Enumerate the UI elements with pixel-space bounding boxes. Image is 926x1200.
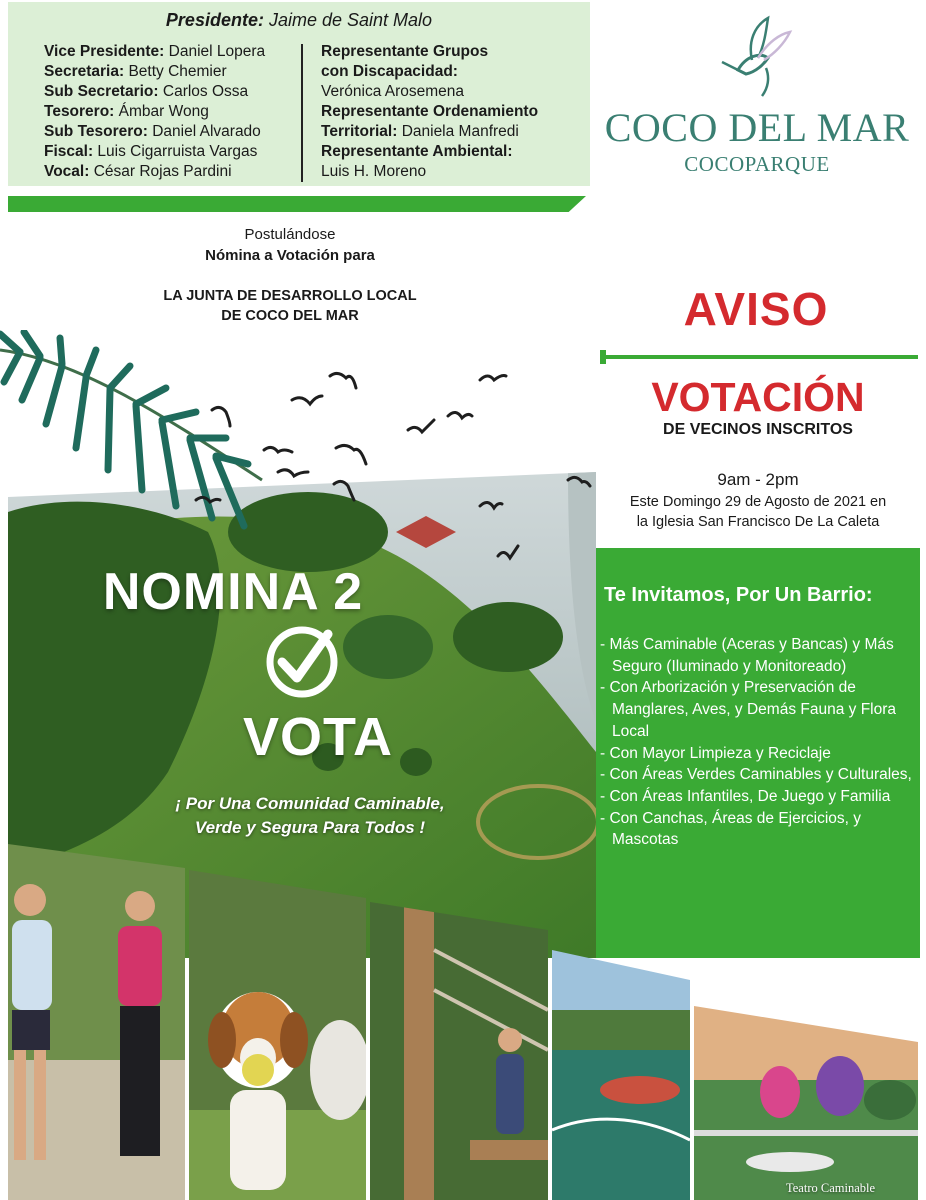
logo-subtitle: COCOPARQUE <box>684 152 830 176</box>
president-name: Jaime de Saint Malo <box>268 10 433 30</box>
list-item: - Con Mayor Limpieza y Reciclaje <box>600 744 831 762</box>
vecinos-subheading: DE VECINOS INSCRITOS <box>663 421 853 438</box>
invite-list <box>600 634 916 851</box>
board-member: Fiscal: Luis Cigarruista Vargas <box>44 143 258 160</box>
list-item: - Con Canchas, Áreas de Ejercicios, y Mascotas <box>600 809 862 849</box>
board-member: Tesorero: Ámbar Wong <box>44 103 209 120</box>
checkmark-icon <box>264 624 340 700</box>
voting-hours: 9am - 2pm <box>717 470 799 489</box>
representative-role: Representante Grupos <box>321 43 489 60</box>
teatro-caption: Teatro Caminable <box>786 1181 876 1195</box>
board-left-column <box>44 42 304 182</box>
voting-date-place: Este Domingo 29 de Agosto de 2021 en la Iglesia San Francisco De La Caleta <box>629 494 887 530</box>
representative-role: Representante Ordenamiento <box>321 103 539 120</box>
intro-nomina-para: Nómina a Votación para <box>205 247 375 264</box>
green-divider-bar <box>8 196 586 212</box>
president-label: Presidente: <box>165 10 264 30</box>
representative-role: con Discapacidad: <box>321 63 458 80</box>
vota-title: VOTA <box>243 707 393 767</box>
intro-postulando: Postulándose <box>244 226 336 243</box>
aviso-divider <box>602 355 918 359</box>
votacion-heading: VOTACIÓN <box>651 374 865 420</box>
board-panel <box>8 2 590 186</box>
birds-flock-icon <box>180 360 600 590</box>
intro-junta: LA JUNTA DE DESARROLLO LOCAL DE COCO DEL MAR <box>163 288 417 324</box>
slogan: ¡ Por Una Comunidad Caminable, Verde y Segura Para Todos ! <box>175 794 445 837</box>
playground-photo <box>365 830 555 1200</box>
nomina-title: NOMINA 2 <box>102 563 364 621</box>
board-member: Vocal: César Rojas Pardini <box>44 163 232 180</box>
board-member: Sub Tesorero: Daniel Alvarado <box>44 123 261 140</box>
representative-role: Representante Ambiental: <box>321 143 513 160</box>
aviso-heading: AVISO <box>683 283 829 335</box>
board-member: Sub Secretario: Carlos Ossa <box>44 83 249 100</box>
runners-photo <box>0 830 190 1200</box>
president-line <box>8 10 590 31</box>
list-item: - Con Arborización y Preservación de Manglares, Aves, y Demás Fauna y Flora Local <box>600 679 897 740</box>
board-member: Vice Presidente: Daniel Lopera <box>44 43 266 60</box>
hummingbird-icon <box>708 12 798 102</box>
invite-title: Te Invitamos, Por Un Barrio: <box>604 584 873 606</box>
teatro-photo <box>690 1000 926 1200</box>
representative-line: Territorial: Daniela Manfredi <box>321 123 519 140</box>
board-right-column <box>321 42 591 182</box>
list-item: - Más Caminable (Aceras y Bancas) y Más Seguro (Iluminado y Monitoreado) <box>600 636 894 675</box>
representative-name: Luis H. Moreno <box>321 163 427 180</box>
logo-name: COCO DEL MAR <box>604 105 910 150</box>
representative-name: Verónica Arosemena <box>321 83 465 100</box>
board-member: Secretaria: Betty Chemier <box>44 63 227 80</box>
list-item: - Con Áreas Infantiles, De Juego y Familia <box>600 787 891 805</box>
activities-photo-strip <box>0 830 926 1200</box>
list-item: - Con Áreas Verdes Caminables y Culturales, <box>600 766 912 784</box>
